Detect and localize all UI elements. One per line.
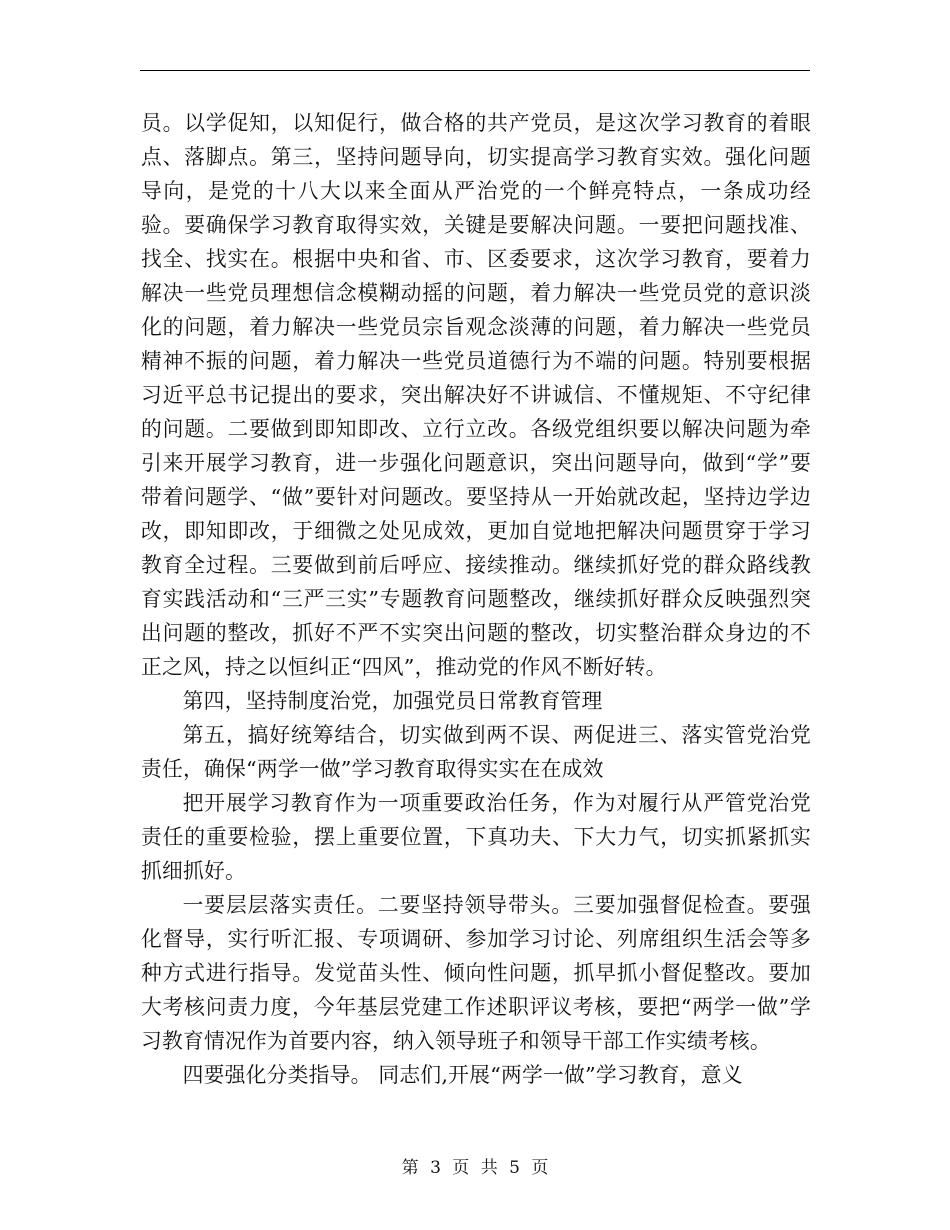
page-number: 第 3 页 共 5 页 (401, 1158, 549, 1178)
paragraph: 把开展学习教育作为一项重要政治任务，作为对履行从严管党治党责任的重要检验，摆上重要位置，下真功夫、下大力气，切实抓紧抓实抓细抓好。 (141, 791, 811, 883)
header-rule (140, 70, 810, 71)
paragraph: 第四，坚持制度治党，加强党员日常教育管理 (182, 689, 603, 713)
paragraph: 一要层层落实责任。二要坚持领导带头。三要加强督促检查。要强化督导，实行听汇报、专项调研、参加学习讨论、列席组织生活会等多种方式进行指导。发觉苗头性、倾向性问题，抓早抓小督促整改。要加大考核问责力度，今年基层党建工作述职评议考核，要把“两学一做”学习教育情况作为首要内容，纳入领导班子和领导干部工作实绩考核。 (141, 893, 811, 1053)
paragraph: 员。以学促知，以知促行，做合格的共产党员，是这次学习教育的着眼点、落脚点。第三，坚持问题导向，切实提高学习教育实效。强化问题导向，是党的十八大以来全面从严治党的一个鲜亮特点，一条成功经验。要确保学习教育取得实效，关键是要解决问题。一要把问题找准、找全、找实在。根据中央和省、市、区委要求，这次学习教育，要着力解决一些党员理想信念模糊动摇的问题，着力解决一些党员党的意识淡化的问题，着力解决一些党员宗旨观念淡薄的问题，着力解决一些党员精神不振的问题，着力解决一些党员道德行为不端的问题。特别要根据习近平总书记提出的要求，突出解决好不讲诚信、不懂规矩、不守纪律的问题。二要做到即知即改、立行立改。各级党组织要以解决问题为牵引来开展学习教育，进一步强化问题意识，突出问题导向，做到“学”要带着问题学、“做”要针对问题改。要坚持从一开始就改起，坚持边学边改，即知即改，于细微之处见成效，更加自觉地把解决问题贯穿于学习教育全过程。三要做到前后呼应、接续推动。继续抓好党的群众路线教育实践活动和“三严三实”专题教育问题整改，继续抓好群众反映强烈突出问题的整改，抓好不严不实突出问题的整改，切实整治群众身边的不正之风，持之以恒纠正“四风”，推动党的作风不断好转。 (141, 111, 811, 679)
paragraph: 四要强化分类指导。 同志们,开展“两学一做”学习教育，意义 (182, 1063, 743, 1087)
body-text (141, 106, 811, 1092)
paragraph: 第五，搞好统筹结合，切实做到两不误、两促进三、落实管党治党责任，确保“两学一做”学习教育取得实实在在成效 (141, 723, 811, 781)
